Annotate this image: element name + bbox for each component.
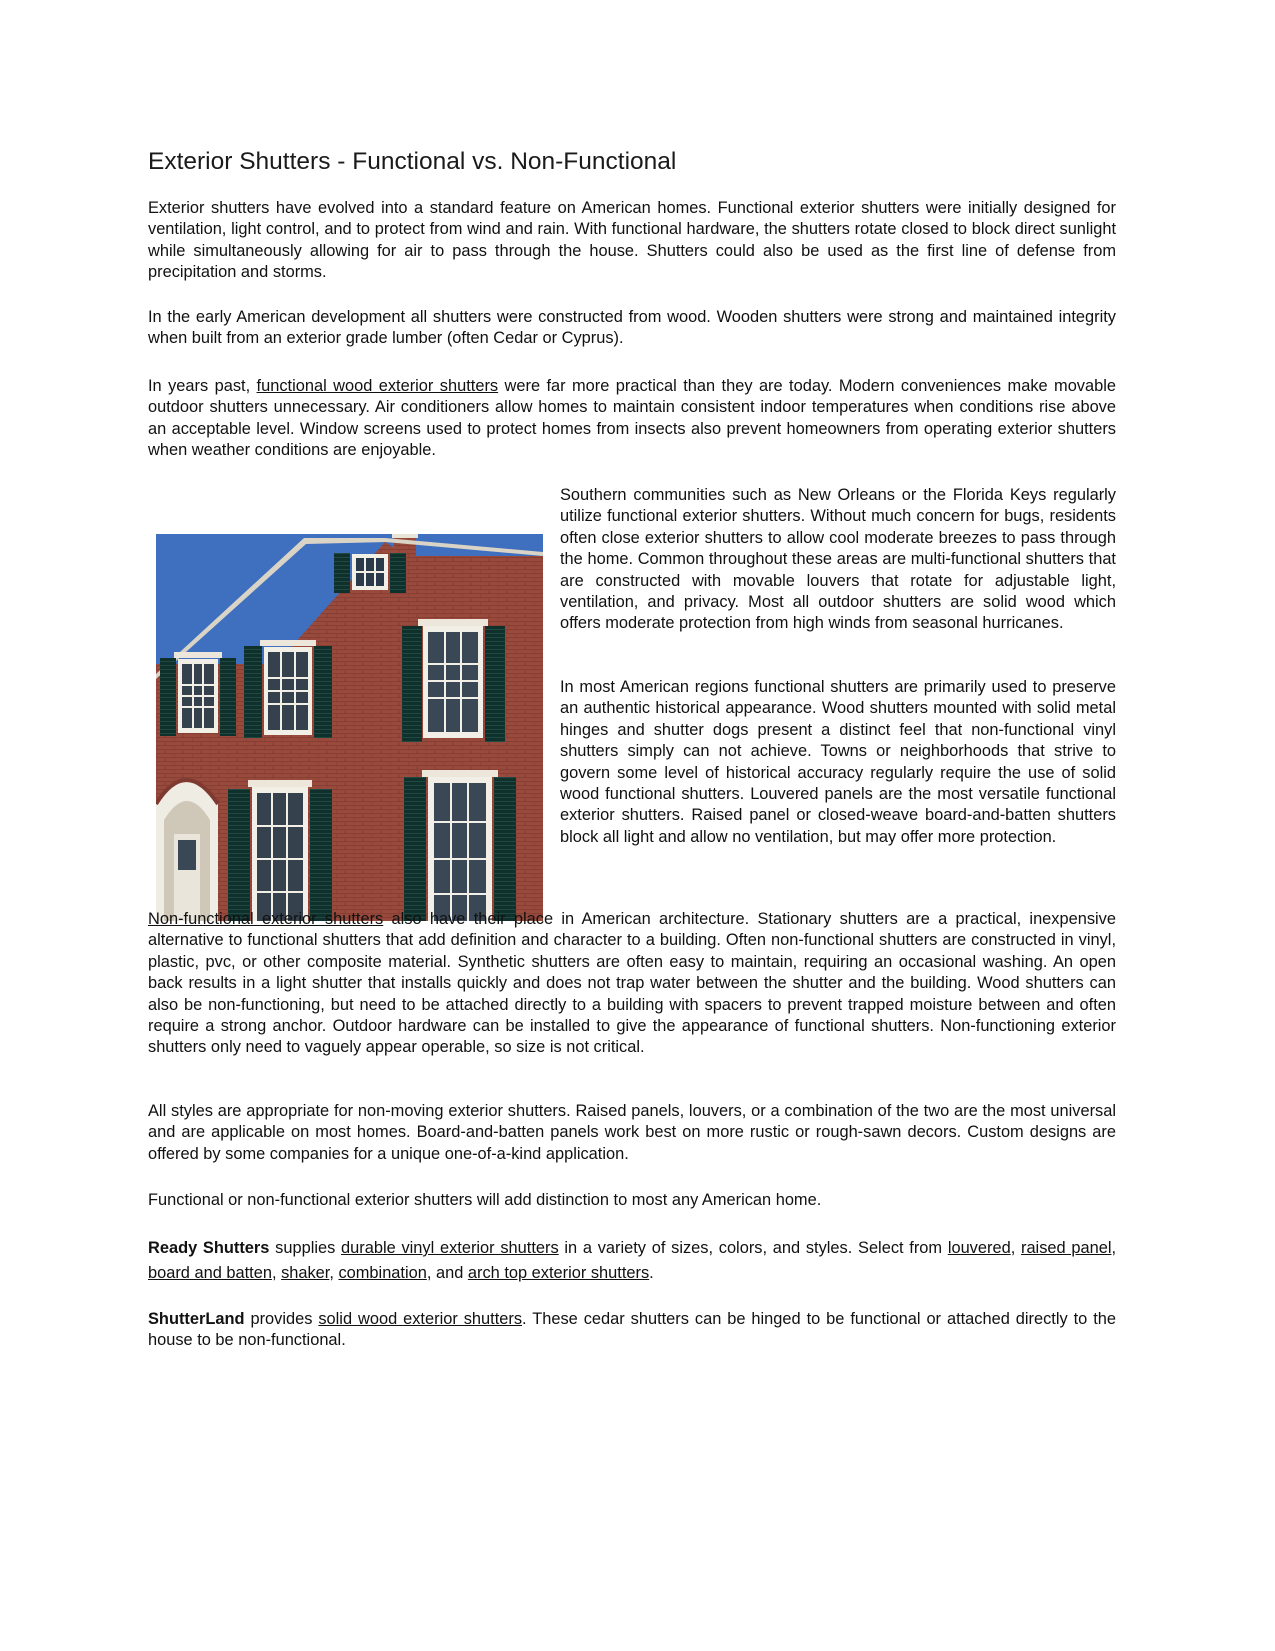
paragraph-years-past [148,376,1116,462]
text-segment: supplies [269,1239,342,1257]
text-segment: , [1010,1239,1021,1257]
text-segment: provides [244,1310,319,1328]
paragraph-ready-shutters [148,1236,1116,1286]
text-segment: , [329,1264,339,1282]
link-functional-wood-exterior-shutters[interactable]: functional wood exterior shutters [256,377,499,395]
link-board-and-batten[interactable]: board and batten [148,1264,272,1282]
house-photo [156,534,543,921]
page-title: Exterior Shutters - Functional vs. Non-Functional [148,148,677,175]
paragraph-intro: Exterior shutters have evolved into a standard feature on American homes. Functional exterior shutters were initially designed for ventilation, light control, and to protect from wind and rain. With functional hardware, the shutters rotate closed to block direct sunlight while simultaneously allowing for air to pass through the house. Shutters could also be used as the first line of defense from precipitation and storms. [148,199,1116,282]
text-segment: also have their place in American architecture. Stationary shutters are a practical, inexpensive alternative to functional shutters that add definition and character to a building. Often non-functional shutters are constructed in vinyl, plastic, pvc, or other composite material. Synthetic shutters are often easy to maintain, requiring an occasional washing. An open back results in a light shutter that installs quickly and does not trap water between the shutter and the building. Wood shutters can also be non-functioning, but need to be attached directly to a building with spacers to prevent trapped moisture between and often require a strong anchor. Outdoor hardware can be installed to give the appearance of functional shutters. Non-functioning exterior shutters only need to vaguely appear operable, so size is not critical. [148,910,1116,1057]
text-segment: . [649,1264,654,1282]
paragraph-non-functional [148,909,1116,1059]
link-raised-panel[interactable]: raised panel [1020,1239,1112,1257]
paragraph-american-regions: In most American regions functional shutters are primarily used to preserve an authentic historical appearance. Wood shutters mounted with solid metal hinges and shutter dogs present a distinct feel that non-functional vinyl shutters simply can not achieve. Towns or neighborhoods that strive to govern some level of historical accuracy regularly require the use of solid wood functional shutters. Louvered panels are the most versatile functional exterior shutters. Raised panel or closed-weave board-and-batten shutters block all light and allow no ventilation, but may offer more protection. [560,678,1116,846]
text-segment: . These cedar shutters can be hinged to be functional or attached directly to the house to be non-functional. [148,1310,1117,1350]
text-segment: in a variety of sizes, colors, and styles. Select from [558,1239,948,1257]
link-solid-wood-exterior-shutters[interactable]: solid wood exterior shutters [318,1310,523,1328]
text-segment: were far more practical than they are today. Modern conveniences make movable outdoor shutters unnecessary. Air conditioners allow homes to maintain consistent indoor temperatures when conditions rise above an acceptable level. Window screens used to protect homes from insects also prevent homeowners from operating exterior shutters when weather conditions are enjoyable. [148,377,1116,460]
link-non-functional-exterior-shutters[interactable]: Non-functional exterior shutters [148,910,384,928]
paragraph-all-styles: All styles are appropriate for non-moving exterior shutters. Raised panels, louvers, or a combination of the two are the most universal and are applicable on most homes. Board-and-batten panels work best on more rustic or rough-sawn decors. Custom designs are offered by some companies for a unique one-of-a-kind application. [148,1102,1116,1163]
brand-ready-shutters: Ready Shutters [148,1239,270,1257]
text-segment: , [1111,1239,1117,1257]
paragraph-early-american: In the early American development all shutters were constructed from wood. Wooden shutters were strong and maintained integrity when built from an exterior grade lumber (often Cedar or Cyprus). [148,308,1116,348]
text-segment: In years past, [148,377,257,395]
link-arch-top-exterior-shutters[interactable]: arch top exterior shutters [467,1264,650,1282]
paragraph-conclusion: Functional or non-functional exterior shutters will add distinction to most any American home. [148,1191,822,1209]
paragraph-shutterland [148,1309,1116,1352]
paragraph-southern-communities: Southern communities such as New Orleans or the Florida Keys regularly utilize functional exterior shutters. Without much concern for bugs, residents often close exterior shutters to allow cool moderate breezes to pass through the home. Common throughout these areas are multi-functional shutters that are constructed with movable louvers that rotate for adjustable light, ventilation, and privacy. Most all outdoor shutters are solid wood which offers moderate protection from high winds from seasonal hurricanes. [560,486,1116,633]
brand-shutterland: ShutterLand [148,1310,245,1328]
link-combination[interactable]: combination [338,1264,427,1282]
link-durable-vinyl-exterior-shutters[interactable]: durable vinyl exterior shutters [341,1239,559,1257]
text-segment: , and [426,1264,468,1282]
link-shaker[interactable]: shaker [281,1264,330,1282]
text-segment: , [271,1264,282,1282]
link-louvered[interactable]: louvered [947,1239,1011,1257]
